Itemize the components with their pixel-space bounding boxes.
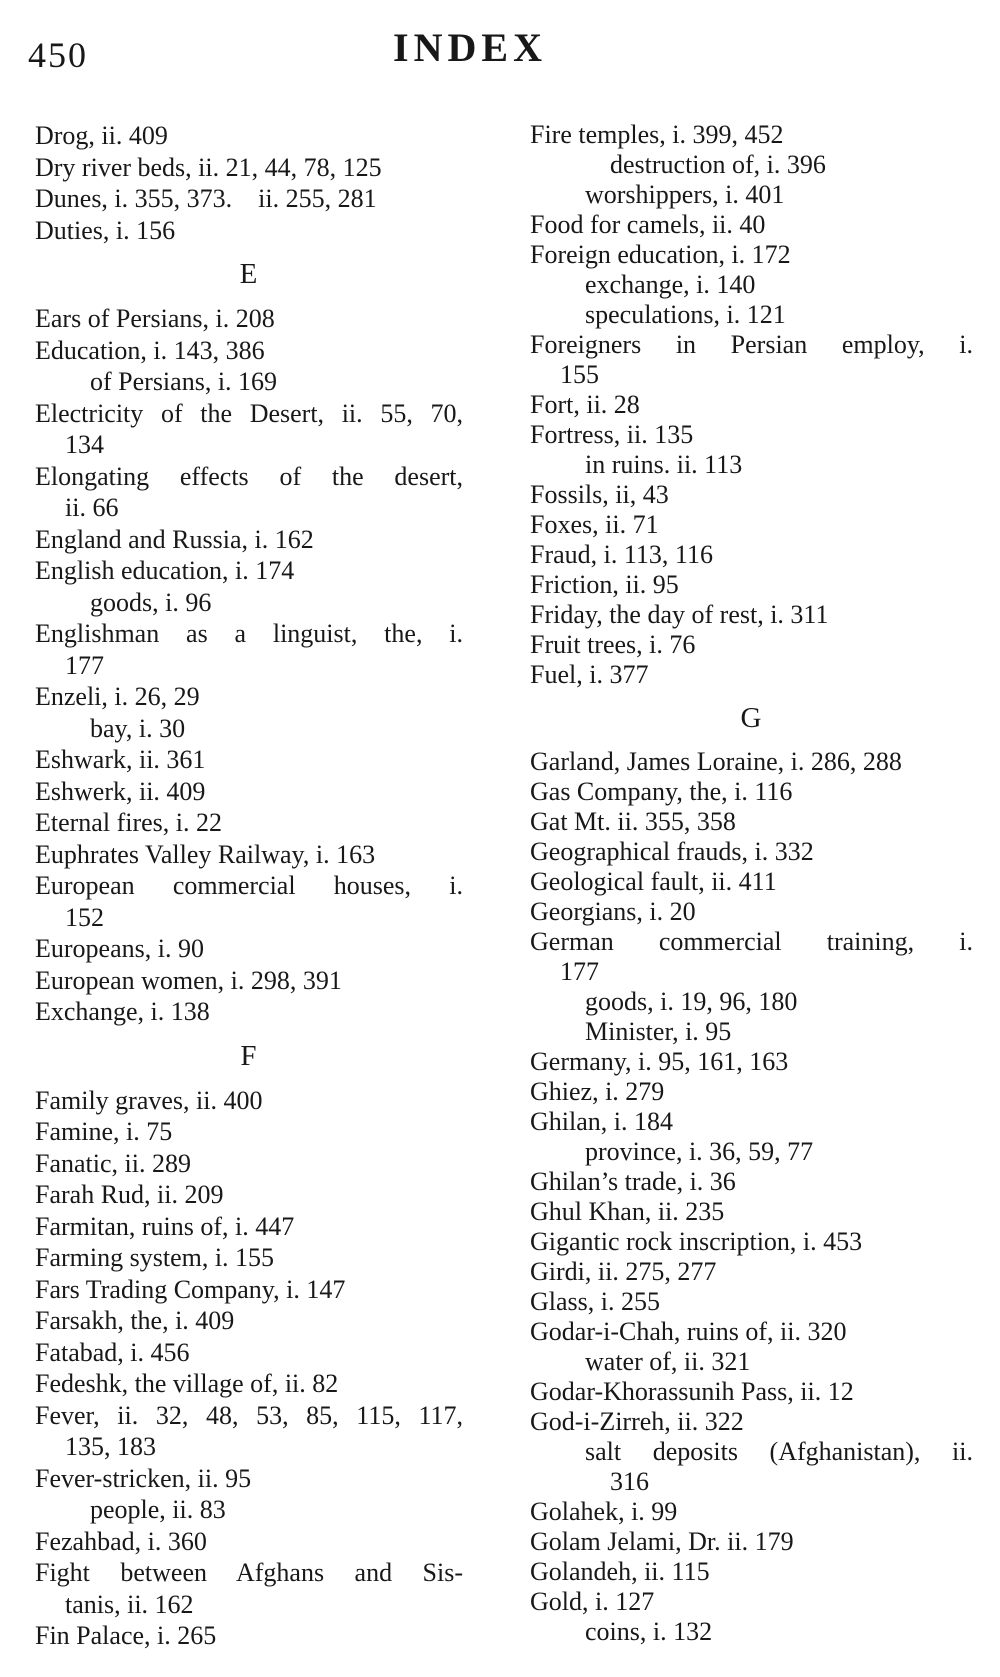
index-entry: Farming system, i. 155: [35, 1243, 275, 1272]
index-entry: Duties, i. 156: [35, 215, 176, 245]
index-entry: Fezahbad, i. 360: [35, 1526, 207, 1556]
index-entry: province, i. 36, 59, 77: [585, 1137, 814, 1166]
index-entry: Education, i. 143, 386: [35, 335, 265, 365]
index-entry: goods, i. 96: [90, 587, 212, 617]
index-column-right: [530, 120, 973, 1652]
index-entry: Fedeshk, the village of, ii. 82: [35, 1369, 339, 1398]
index-entry: coins, i. 132: [585, 1617, 713, 1646]
index-entry: worshippers, i. 401: [585, 180, 785, 209]
index-entry: Foreign education, i. 172: [530, 240, 791, 269]
index-entry: Golandeh, ii. 115: [530, 1557, 710, 1586]
page-number: 450: [28, 35, 88, 75]
index-entry: Dry river beds, ii. 21, 44, 78, 125: [35, 152, 382, 182]
index-entry: bay, i. 30: [90, 713, 186, 743]
index-entry: German commercial training, i.: [530, 927, 973, 956]
index-entry: 177: [560, 957, 599, 986]
index-entry: speculations, i. 121: [585, 300, 786, 329]
index-entry: exchange, i. 140: [585, 270, 756, 299]
index-entry: Godar-Khorassunih Pass, ii. 12: [530, 1377, 854, 1406]
index-entry: Eternal fires, i. 22: [35, 808, 222, 837]
index-entry: Elongating effects of the desert,: [35, 461, 463, 491]
index-entry: European women, i. 298, 391: [35, 965, 342, 995]
section-heading: F: [240, 1039, 258, 1072]
index-entry: Fort, ii. 28: [530, 390, 640, 419]
index-entry: Ghiez, i. 279: [530, 1077, 665, 1106]
index-entry: Food for camels, ii. 40: [530, 210, 766, 239]
index-entry: 316: [610, 1467, 649, 1496]
index-entry: God-i-Zirreh, ii. 322: [530, 1407, 744, 1436]
index-entry: tanis, ii. 162: [65, 1589, 194, 1619]
index-entry: Gold, i. 127: [530, 1587, 655, 1616]
index-entry: Euphrates Valley Railway, i. 163: [35, 839, 376, 869]
index-entry: of Persians, i. 169: [90, 367, 278, 396]
index-entry: Fars Trading Company, i. 147: [35, 1274, 346, 1304]
index-entry: ii. 66: [65, 493, 119, 522]
index-entry: Ears of Persians, i. 208: [35, 304, 275, 333]
index-entry: Fossils, ii, 43: [530, 480, 669, 509]
index-entry: Fortress, ii. 135: [530, 420, 694, 449]
index-entry: Glass, i. 255: [530, 1287, 660, 1316]
index-entry: Enzeli, i. 26, 29: [35, 682, 200, 711]
index-entry: goods, i. 19, 96, 180: [585, 987, 798, 1016]
index-entry: Fever-stricken, ii. 95: [35, 1463, 252, 1493]
index-entry: European commercial houses, i.: [35, 871, 463, 900]
index-entry: Eshwark, ii. 361: [35, 745, 206, 774]
index-entry: Godar-i-Chah, ruins of, ii. 320: [530, 1317, 847, 1346]
index-entry: Foreigners in Persian employ, i.: [530, 330, 973, 359]
index-column-left: [35, 120, 463, 1652]
index-entry: 177: [65, 650, 104, 680]
index-entry: Fraud, i. 113, 116: [530, 540, 713, 569]
index-entry: Fire temples, i. 399, 452: [530, 120, 784, 149]
index-entry: Dunes, i. 355, 373. ii. 255, 281: [35, 184, 377, 213]
index-entry: Friction, ii. 95: [530, 570, 679, 599]
index-entry: 135, 183: [65, 1432, 156, 1461]
index-columns: [35, 120, 973, 1652]
index-entry: Fuel, i. 377: [530, 660, 649, 689]
index-entry: Girdi, ii. 275, 277: [530, 1257, 717, 1286]
index-entry: English education, i. 174: [35, 556, 295, 585]
index-entry: destruction of, i. 396: [610, 150, 826, 179]
index-entry: Famine, i. 75: [35, 1117, 173, 1146]
index-entry: Electricity of the Desert, ii. 55, 70,: [35, 398, 463, 428]
index-entry: Ghilan’s trade, i. 36: [530, 1167, 736, 1196]
index-entry: Ghilan, i. 184: [530, 1107, 673, 1136]
index-entry: Fever, ii. 32, 48, 53, 85, 115, 117,: [35, 1400, 463, 1430]
index-entry: water of, ii. 321: [585, 1347, 751, 1376]
index-entry: Gat Mt. ii. 355, 358: [530, 807, 736, 836]
index-entry: Englishman as a linguist, the, i.: [35, 619, 463, 648]
index-entry: Fatabad, i. 456: [35, 1337, 190, 1367]
index-entry: Family graves, ii. 400: [35, 1085, 263, 1115]
index-entry: Europeans, i. 90: [35, 934, 204, 963]
section-heading: G: [740, 702, 763, 734]
index-entry: Minister, i. 95: [585, 1017, 732, 1046]
index-entry: salt deposits (Afghanistan), ii.: [585, 1437, 973, 1466]
index-entry: Garland, James Loraine, i. 286, 288: [530, 747, 902, 776]
index-entry: Gigantic rock inscription, i. 453: [530, 1227, 863, 1256]
index-entry: Fin Palace, i. 265: [35, 1621, 217, 1650]
index-entry: Exchange, i. 138: [35, 997, 210, 1026]
index-entry: Eshwerk, ii. 409: [35, 776, 206, 806]
index-entry: Fight between Afghans and Sis-: [35, 1558, 463, 1587]
index-entry: Golahek, i. 99: [530, 1497, 678, 1526]
index-entry: in ruins. ii. 113: [585, 450, 743, 479]
index-entry: Fanatic, ii. 289: [35, 1148, 191, 1178]
index-entry: people, ii. 83: [90, 1495, 226, 1524]
index-entry: Fruit trees, i. 76: [530, 630, 696, 659]
index-entry: Geological fault, ii. 411: [530, 867, 777, 896]
index-entry: England and Russia, i. 162: [35, 524, 314, 554]
index-entry: Georgians, i. 20: [530, 897, 696, 926]
page-title: INDEX: [393, 25, 547, 70]
section-heading: E: [239, 258, 259, 290]
index-entry: 152: [65, 902, 104, 932]
index-entry: Friday, the day of rest, i. 311: [530, 600, 829, 629]
index-entry: Farah Rud, ii. 209: [35, 1180, 224, 1209]
index-entry: Ghul Khan, ii. 235: [530, 1197, 725, 1226]
index-entry: 134: [65, 430, 104, 459]
index-entry: Golam Jelami, Dr. ii. 179: [530, 1527, 794, 1556]
index-entry: Farmitan, ruins of, i. 447: [35, 1211, 295, 1241]
index-entry: 155: [560, 360, 599, 389]
index-entry: Germany, i. 95, 161, 163: [530, 1047, 789, 1076]
index-entry: Drog, ii. 409: [35, 121, 168, 150]
index-entry: Farsakh, the, i. 409: [35, 1306, 235, 1335]
index-entry: Gas Company, the, i. 116: [530, 777, 793, 806]
index-entry: Geographical frauds, i. 332: [530, 837, 814, 866]
index-entry: Foxes, ii. 71: [530, 510, 659, 539]
